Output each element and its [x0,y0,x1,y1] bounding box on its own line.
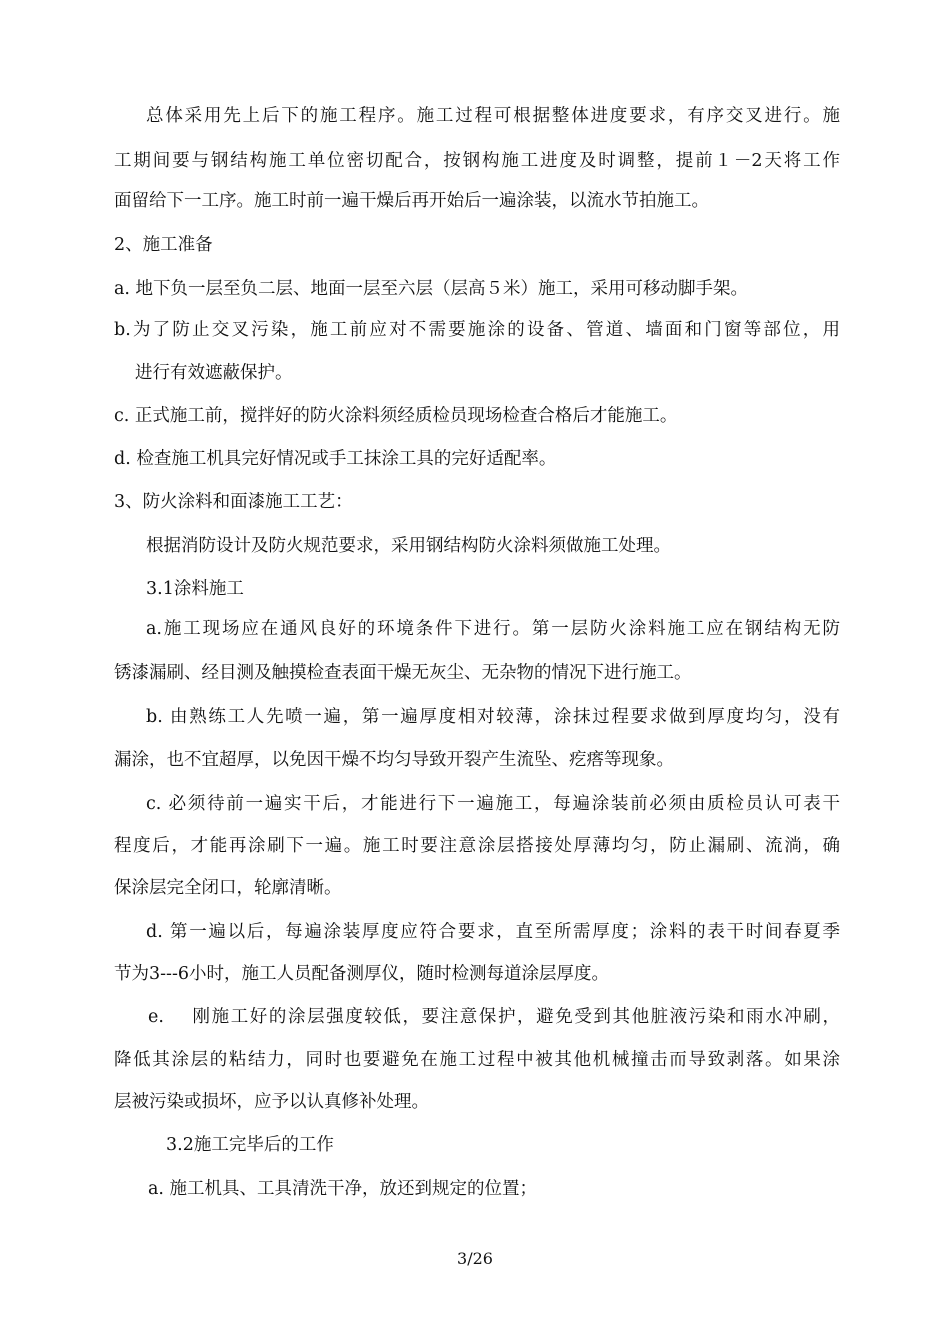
paragraph-line: a.施工现场应在通风良好的环境条件下进行。第一层防火涂料施工应在钢结构无防 [146,619,840,639]
paragraph-line: 保涂层完全闭口，轮廓清晰。 [114,878,342,898]
paragraph-line: 漏涂，也不宜超厚，以免因干燥不均匀导致开裂产生流坠、疙瘩等现象。 [114,750,674,770]
paragraph-line: c. 必须待前一遍实干后，才能进行下一遍施工，每遍涂装前必须由质检员认可表干 [146,794,840,814]
section-heading: 2、施工准备 [114,235,213,255]
paragraph-line: 锈漆漏刷、经目测及触摸检查表面干燥无灰尘、无杂物的情况下进行施工。 [114,663,692,683]
paragraph-line: 进行有效遮蔽保护。 [135,363,293,383]
subsection-heading: 3.2施工完毕后的工作 [166,1135,334,1155]
paragraph-line: e. 刚施工好的涂层强度较低，要注意保护，避免受到其他脏液污染和雨水冲刷， [148,1007,840,1027]
paragraph-line: a. 地下负一层至负二层、地面一层至六层（层高５米）施工，采用可移动脚手架。 [114,279,749,299]
paragraph-line: 层被污染或损坏，应予以认真修补处理。 [114,1092,429,1112]
paragraph-line: 工期间要与钢结构施工单位密切配合，按钢构施工进度及时调整，提前１－2天将工作 [114,151,840,171]
paragraph-line: 面留给下一工序。施工时前一遍干燥后再开始后一遍涂装，以流水节拍施工。 [114,191,709,211]
paragraph-line: 总体采用先上后下的施工程序。施工过程可根据整体进度要求，有序交叉进行。施 [146,106,840,126]
page-number: 3/26 [457,1249,493,1268]
paragraph-line: 降低其涂层的粘结力，同时也要避免在施工过程中被其他机械撞击而导致剥落。如果涂 [114,1050,840,1070]
paragraph-line: 根据消防设计及防火规范要求，采用钢结构防火涂料须做施工处理。 [146,536,671,556]
paragraph-line: c. 正式施工前，搅拌好的防火涂料须经质检员现场检查合格后才能施工。 [114,406,678,426]
paragraph-line: a. 施工机具、工具清洗干净，放还到规定的位置； [148,1179,538,1199]
paragraph-line: b.为了防止交叉污染，施工前应对不需要施涂的设备、管道、墙面和门窗等部位，用 [114,320,840,340]
paragraph-line: d. 检查施工机具完好情况或手工抹涂工具的完好适配率。 [114,449,557,469]
subsection-heading: 3.1涂料施工 [146,579,244,599]
paragraph-line: b. 由熟练工人先喷一遍，第一遍厚度相对较薄，涂抹过程要求做到厚度均匀，没有 [146,707,840,727]
paragraph-line: 节为3---6小时，施工人员配备测厚仪，随时检测每道涂层厚度。 [114,964,610,984]
paragraph-line: 程度后，才能再涂刷下一遍。施工时要注意涂层搭接处厚薄均匀，防止漏刷、流淌，确 [114,836,840,856]
paragraph-line: d. 第一遍以后，每遍涂装厚度应符合要求，直至所需厚度；涂料的表干时间春夏季 [146,922,840,942]
section-heading: 3、防火涂料和面漆施工工艺： [114,492,353,512]
